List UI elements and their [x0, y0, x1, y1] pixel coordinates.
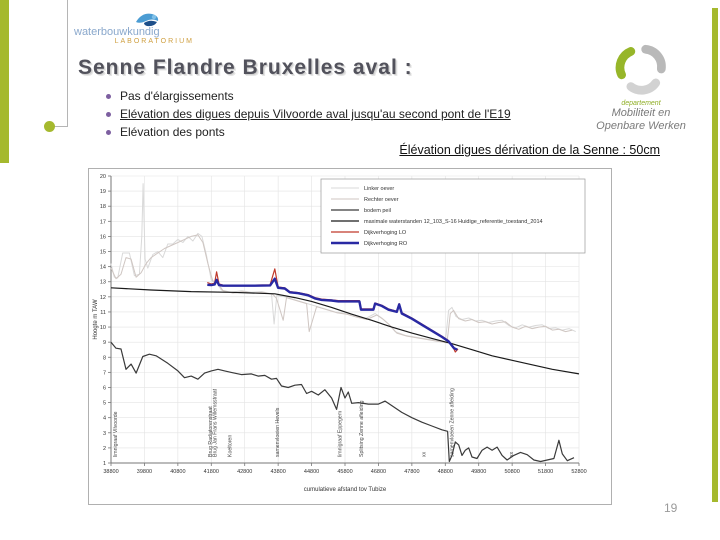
y-tick-label: 11: [100, 309, 106, 316]
right-accent-bar: [712, 8, 718, 502]
y-tick-label: 13: [99, 279, 106, 286]
x-axis-title: cumulatieve afstand tov Tubize: [303, 487, 387, 493]
y-tick-label: 7: [102, 370, 106, 377]
bullet-item-1: [104, 88, 664, 105]
logo-left-line2: LABORATORIUM: [114, 38, 194, 45]
y-tick-label: 14: [99, 264, 106, 271]
x-tick-label: 45800: [337, 469, 353, 475]
waterbouwkundig-laboratorium-logo: [74, 10, 194, 45]
bullet-list: [104, 88, 664, 142]
annotation-label: limnigraaf Eppegem: [337, 410, 344, 457]
legend-label: Linker oever: [364, 186, 395, 192]
legend: [321, 179, 585, 253]
x-tick-label: 50800: [504, 469, 520, 475]
y-tick-label: 3: [102, 430, 106, 437]
x-tick-label: 39800: [136, 469, 153, 475]
annotation-label: limnigraaf Vilvoorde: [113, 411, 120, 457]
legend-label: Dijkverhoging LO: [364, 230, 407, 236]
x-tick-label: 48800: [437, 469, 453, 475]
x-tick-label: 49800: [471, 469, 487, 475]
decoration-vertical-line: [67, 0, 68, 126]
y-tick-label: 10: [99, 325, 106, 332]
callout-elevation-digues: Élévation digues dérivation de la Senne : 50cm: [399, 143, 660, 157]
legend-label: Rechter oever: [364, 197, 399, 203]
decoration-horizontal-line: [54, 126, 68, 127]
annotation-label: Brug Jan Frans Willemsstraat: [212, 388, 219, 457]
x-tick-label: 51800: [537, 469, 554, 475]
page-number: 19: [664, 501, 678, 515]
bullet-dot-icon: [106, 112, 111, 117]
x-tick-label: 38800: [103, 469, 119, 475]
legend-label: maximale waterstanden 12_103_S-16 Huidige_referentie_toestand_2014: [364, 219, 543, 225]
bullet-item-3: [104, 124, 664, 141]
x-tick-label: 40800: [170, 469, 186, 475]
water-level-chart-panel: [88, 168, 612, 505]
logo-right-openbare-werken: Openbare Werken: [596, 120, 686, 132]
bullet-dot-icon: [106, 94, 111, 99]
slide-title: Senne Flandre Bruxelles aval :: [78, 56, 413, 79]
x-tick-label: 44800: [303, 469, 320, 475]
annotation-label: Koeltoren: [227, 434, 234, 457]
decoration-green-dot: [44, 121, 55, 132]
y-tick-label: 2: [102, 445, 106, 452]
x-tick-label: 46800: [370, 469, 387, 475]
logo-right-mobiliteit: Mobiliteit en: [611, 107, 671, 119]
y-tick-label: 5: [102, 400, 106, 407]
y-tick-label: 12: [99, 294, 106, 301]
logo-left-line1: waterbouwkundig: [74, 26, 160, 38]
bullet-text-3: Elévation des ponts: [120, 125, 225, 139]
bullet-text-2: Elévation des digues depuis Vilvoorde aval jusqu'au second pont de l'E19: [120, 107, 511, 121]
y-tick-label: 15: [99, 249, 106, 256]
y-axis-title: Hoogte m TAW: [93, 299, 99, 340]
y-tick-label: 8: [102, 355, 106, 362]
annotation-label: Splitsing Zenne afleiding: [359, 400, 366, 457]
x-tick-label: 41800: [203, 469, 219, 475]
y-tick-label: 4: [102, 415, 106, 422]
x-tick-label: 52800: [571, 469, 587, 475]
y-tick-label: 17: [99, 219, 106, 226]
water-level-chart: [89, 169, 611, 504]
logo-right-departement: departement: [621, 100, 661, 107]
x-tick-label: 47800: [404, 469, 420, 475]
legend-label: bodem peil: [364, 208, 391, 214]
left-accent-bar: [0, 0, 9, 163]
y-tick-label: 19: [99, 189, 106, 196]
y-tick-label: 9: [102, 340, 106, 347]
bullet-text-1: Pas d'élargissements: [120, 89, 234, 103]
annotation-label: samenvloeien Hevels: [274, 407, 281, 457]
annotation-label: xx: [421, 451, 428, 457]
x-tick-label: 42800: [237, 469, 253, 475]
x-tick-label: 43800: [270, 469, 286, 475]
y-tick-label: 6: [102, 385, 106, 392]
annotation-label: xx: [508, 451, 515, 457]
bullet-dot-icon: [106, 130, 111, 135]
y-tick-label: 16: [99, 234, 106, 241]
bullet-item-2: [104, 106, 664, 123]
y-tick-label: 1: [102, 461, 106, 467]
annotation-label: samenvloeien Zenne afleiding: [449, 388, 456, 457]
y-tick-label: 20: [99, 174, 106, 180]
legend-label: Dijkverhoging RO: [364, 241, 408, 247]
y-tick-label: 18: [99, 204, 106, 211]
annotation-label: Brug Radiatorenstraat: [207, 406, 214, 457]
